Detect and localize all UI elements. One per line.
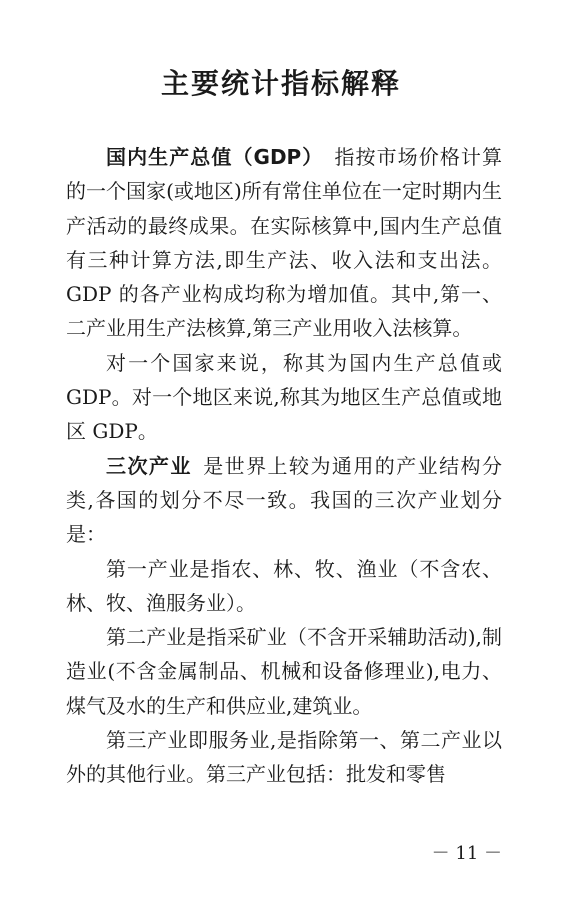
paragraph-tertiary-industry: [66, 723, 502, 792]
paragraph-gdp: [66, 140, 502, 346]
paragraph-gdp-naming: [66, 346, 502, 449]
body-text: [66, 140, 502, 792]
paragraph-three-industries: [66, 449, 502, 552]
paragraph-three-industries-text: 是世界上较为通用的产业结构分类,各国的划分不尽一致。我国的三次产业划分是：: [66, 453, 503, 547]
page-number: － 11 －: [431, 843, 502, 864]
paragraph-secondary-industry: [66, 620, 502, 723]
term-gdp: 国内生产总值（GDP）: [106, 145, 324, 169]
paragraph-tertiary-industry-text: 第三产业即服务业,是指除第一、第二产业以外的其他行业。第三产业包括：批发和零售: [66, 728, 502, 787]
page-title: 主要统计指标解释: [160, 67, 401, 100]
paragraph-gdp-text: 指按市场价格计算的一个国家(或地区)所有常住单位在一定时期内生产活动的最终成果。在实际核算中,国内生产总值有三种计算方法,即生产法、收入法和支出法。GDP 的各产业构成均称为增加值。其中,第一、二产业用生产法核算,第三产业用收入法核算。: [66, 145, 502, 341]
paragraph-gdp-naming-text: 对一个国家来说，称其为国内生产总值或GDP。对一个地区来说,称其为地区生产总值或地区 GDP。: [66, 350, 502, 444]
paragraph-secondary-industry-text: 第二产业是指采矿业（不含开采辅助活动),制造业(不含金属制品、机械和设备修理业),电力、煤气及水的生产和供应业,建筑业。: [66, 625, 502, 718]
paragraph-primary-industry-text: 第一产业是指农、林、牧、渔业（不含农、林、牧、渔服务业）。: [66, 556, 502, 615]
paragraph-primary-industry: [66, 552, 502, 621]
term-three-industries: 三次产业: [106, 453, 192, 478]
